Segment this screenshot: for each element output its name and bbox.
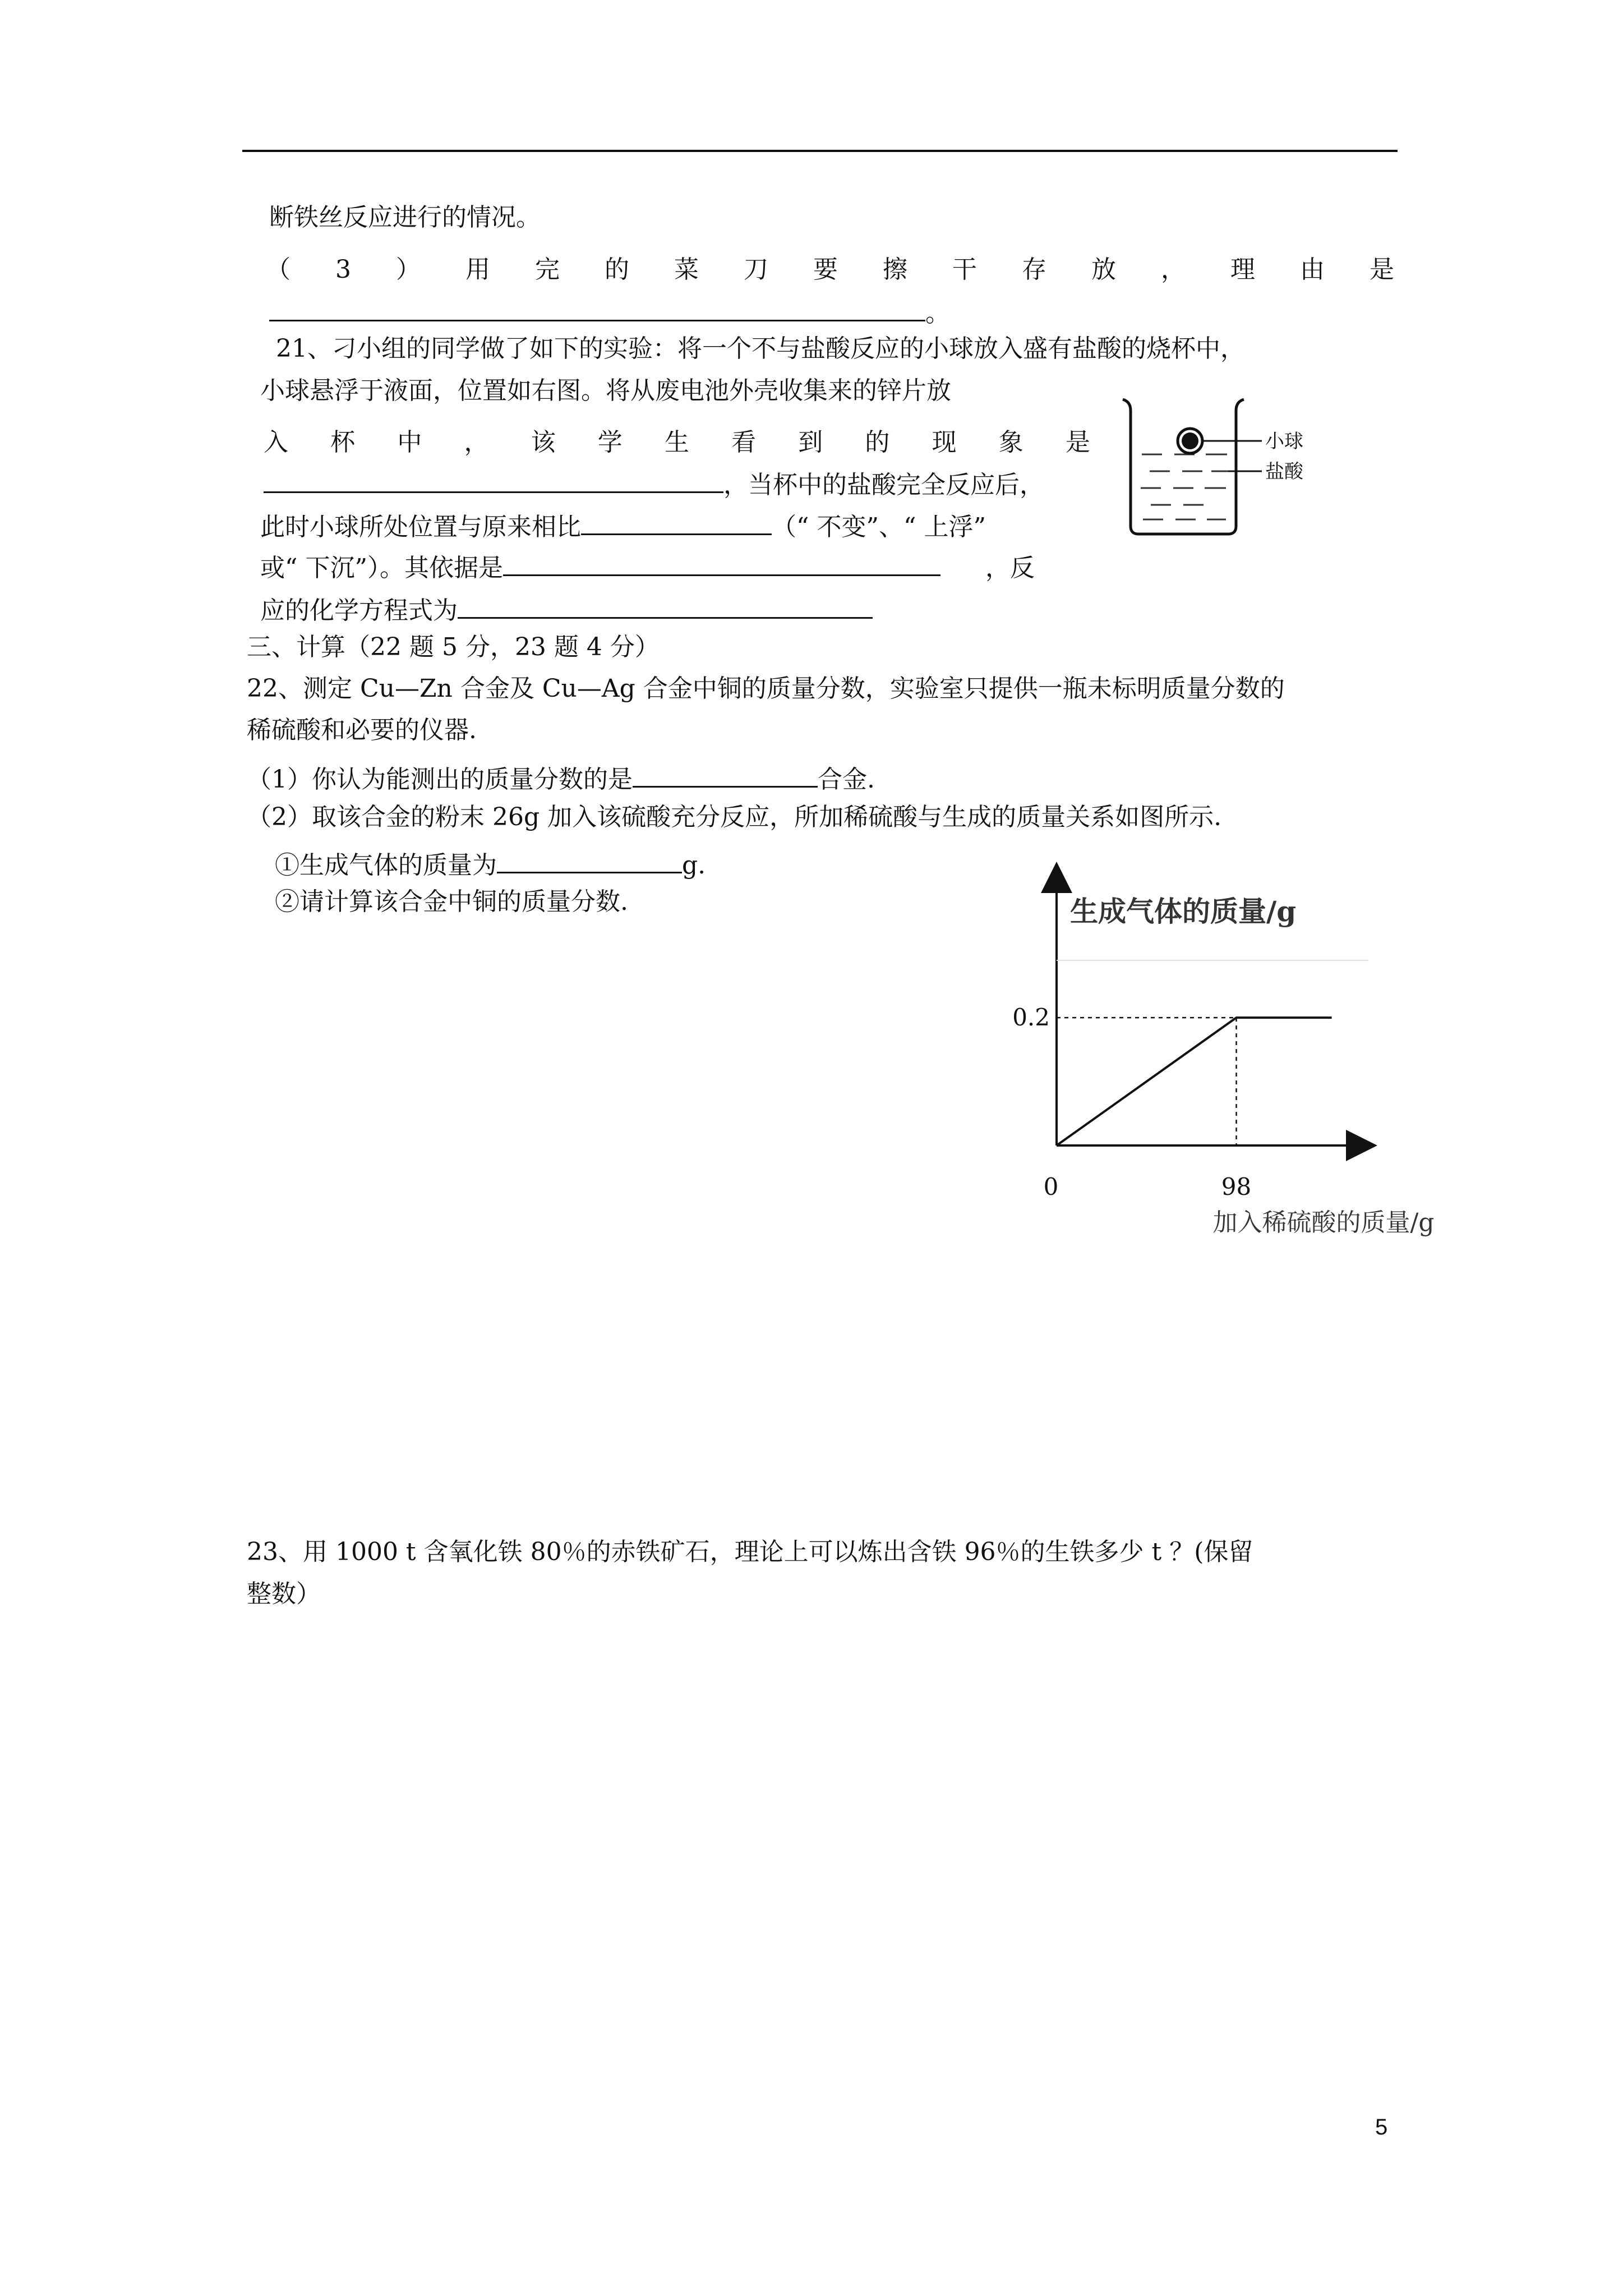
q20-token: （ bbox=[266, 255, 291, 284]
acid-hatching bbox=[1141, 454, 1228, 519]
q20-part3-answer: 。 bbox=[269, 295, 950, 327]
y-tick-label: 0.2 bbox=[1012, 1004, 1050, 1032]
q20-token: 擦 bbox=[883, 255, 907, 284]
q20-token: 存 bbox=[1022, 255, 1046, 284]
q20-token: 由 bbox=[1300, 255, 1325, 284]
q21-line5: 此时小球所处位置与原来相比 （“ 不变”、“ 上浮” bbox=[260, 509, 986, 541]
q21-token: 生 bbox=[664, 428, 689, 457]
q20-token: 的 bbox=[605, 255, 629, 284]
q21-token: 是 bbox=[1065, 428, 1090, 457]
q20-token: 是 bbox=[1370, 255, 1394, 284]
q20-token: 用 bbox=[465, 255, 490, 284]
q22-sub1: ①生成气体的质量为 g. bbox=[275, 847, 706, 879]
gas-mass-chart bbox=[998, 858, 1435, 1240]
section3-heading: 三、计算（22 题 5 分，23 题 4 分） bbox=[247, 633, 660, 661]
q23-line1: 23、用 1000 t 含氧化铁 80％的赤铁矿石，理论上可以炼出含铁 96％的生铁多少 t ？(保留 bbox=[247, 1538, 1253, 1566]
q20-token: 3 bbox=[335, 255, 351, 284]
answer-blank[interactable] bbox=[269, 295, 925, 321]
answer-blank[interactable] bbox=[458, 592, 873, 619]
q21-line1: 21、刁小组的同学做了如下的实验：将一个不与盐酸反应的小球放入盛有盐酸的烧杯中， bbox=[276, 334, 1245, 363]
q20-token: 菜 bbox=[674, 255, 699, 284]
answer-blank[interactable] bbox=[581, 509, 772, 535]
x-tick-label: 98 bbox=[1221, 1173, 1252, 1200]
q21-line4: ，当杯中的盐酸完全反应后， bbox=[264, 467, 1044, 499]
ball-label: 小球 bbox=[1265, 430, 1303, 453]
q22-line1: 22、测定 Cu—Zn 合金及 Cu—Ag 合金中铜的质量分数，实验室只提供一瓶未标明质量分数的 bbox=[247, 674, 1285, 703]
q20-continuation: 断铁丝反应进行的情况。 bbox=[269, 203, 541, 232]
q21-line6: 或“ 下沉”）。其依据是 ，反 bbox=[260, 550, 1035, 582]
q21-token: 中 bbox=[397, 428, 422, 457]
q22-line2: 稀硫酸和必要的仪器. bbox=[247, 716, 477, 744]
q21-line2: 小球悬浮于液面，位置如右图。将从废电池外壳收集来的锌片放 bbox=[260, 376, 951, 405]
ball-core bbox=[1182, 432, 1198, 449]
origin-label: 0 bbox=[1043, 1173, 1059, 1200]
q20-token: 理 bbox=[1230, 255, 1255, 284]
q22-part1: （1）你认为能测出的质量分数的是 合金. bbox=[247, 761, 875, 793]
beaker-outline bbox=[1123, 399, 1244, 534]
q21-line7: 应的化学方程式为 bbox=[260, 592, 873, 624]
q21-line3 bbox=[264, 422, 1090, 458]
q20-token: ， bbox=[1161, 255, 1186, 284]
q21-token: 到 bbox=[798, 428, 823, 457]
q21-token: 学 bbox=[597, 428, 623, 457]
q21-token: 象 bbox=[998, 428, 1023, 457]
q20-token: 刀 bbox=[744, 255, 768, 284]
series-line bbox=[1057, 1018, 1332, 1145]
beaker-figure bbox=[1116, 387, 1324, 544]
q20-token: ） bbox=[396, 255, 421, 284]
q20-token: 完 bbox=[535, 255, 560, 284]
answer-blank[interactable] bbox=[503, 550, 940, 576]
y-axis-label: 生成气体的质量/g bbox=[1070, 895, 1297, 928]
q22-part2: （2）取该合金的粉末 26g 加入该硫酸充分反应，所加稀硫酸与生成的质量关系如图所示. bbox=[247, 803, 1222, 831]
page-number: 5 bbox=[1375, 2115, 1388, 2139]
q21-token: 的 bbox=[865, 428, 890, 457]
q20-part3-line bbox=[266, 249, 1394, 285]
answer-blank[interactable] bbox=[264, 467, 723, 493]
x-axis-label: 加入稀硫酸的质量/g bbox=[1212, 1208, 1435, 1237]
q23-line2: 整数） bbox=[247, 1580, 321, 1608]
q21-token: 该 bbox=[531, 428, 556, 457]
q20-token: 要 bbox=[813, 255, 838, 284]
q21-token: ， bbox=[464, 428, 489, 457]
q21-token: 杯 bbox=[330, 428, 356, 457]
q20-token: 放 bbox=[1091, 255, 1116, 284]
q21-token: 现 bbox=[932, 428, 957, 457]
q21-token: 看 bbox=[731, 428, 757, 457]
answer-blank[interactable] bbox=[497, 847, 682, 873]
q20-token: 干 bbox=[952, 255, 977, 284]
q21-token: 入 bbox=[264, 428, 288, 457]
acid-label: 盐酸 bbox=[1265, 461, 1303, 483]
q22-sub2: ②请计算该合金中铜的质量分数. bbox=[275, 887, 628, 916]
header-rule bbox=[242, 150, 1398, 152]
answer-blank[interactable] bbox=[633, 761, 818, 788]
